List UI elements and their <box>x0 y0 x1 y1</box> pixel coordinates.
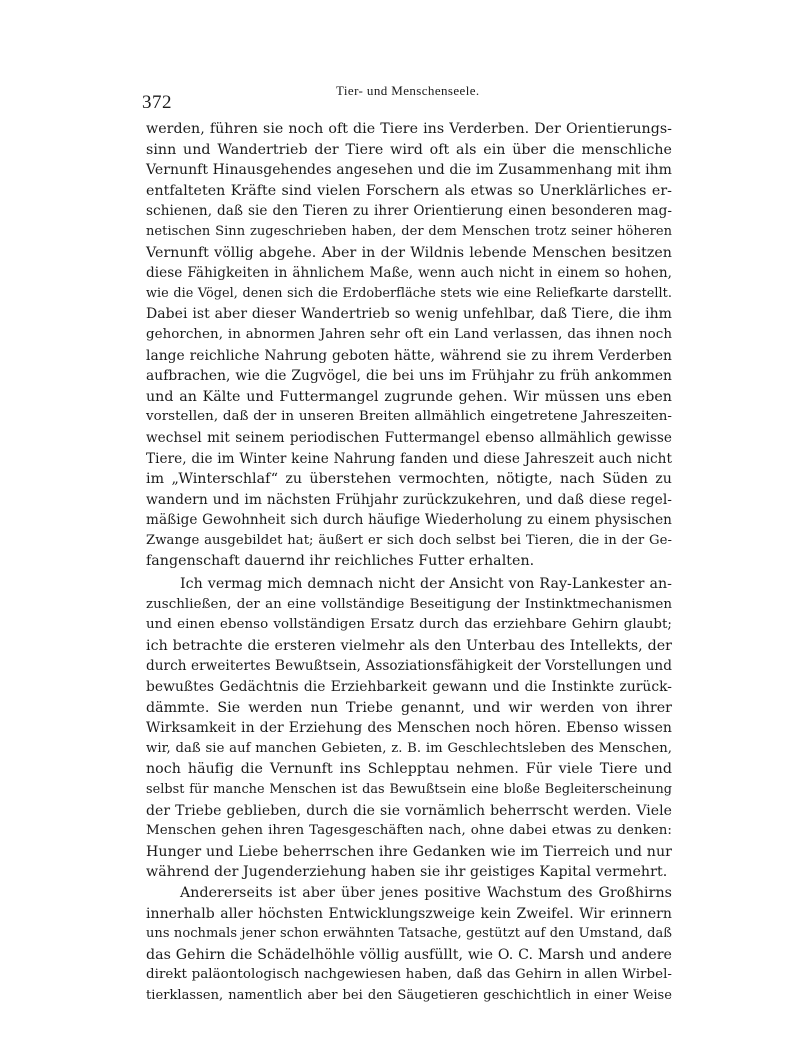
text-line: das Gehirn die Schädelhöhle völlig ausfüllt, wie O. C. Marsh und andere <box>146 946 672 963</box>
text-line: wechsel mit seinem periodischen Futtermangel ebenso allmählich gewisse <box>146 429 672 446</box>
text-line: Ich vermag mich demnach nicht der Ansicht von Ray-Lankester an- <box>180 576 672 593</box>
text-line: Hunger und Liebe beherrschen ihre Gedanken wie im Tierreich und nur <box>146 843 672 860</box>
text-line: Vernunft völlig abgehe. Aber in der Wildnis lebende Menschen besitzen <box>146 244 672 261</box>
text-line: lange reichliche Nahrung geboten hätte, während sie zu ihrem Verderben <box>146 347 672 364</box>
text-line: Zwange ausgebildet hat; äußert er sich doch selbst bei Tieren, die in der Ge- <box>146 532 672 548</box>
text-line: Menschen gehen ihren Tagesgeschäften nach, ohne dabei etwas zu denken: <box>146 823 672 839</box>
text-line: Andererseits ist aber über jenes positive Wachstum des Großhirns <box>180 884 672 901</box>
text-line: im „Winterschlaf“ zu überstehen vermochten, nötigte, nach Süden zu <box>146 471 672 488</box>
paragraph <box>146 574 672 883</box>
text-line: wir, daß sie auf manchen Gebieten, z. B. im Geschlechtsleben des Menschen, <box>146 740 672 756</box>
text-line: innerhalb aller höchsten Entwicklungszweige kein Zweifel. Wir erinnern <box>146 905 672 922</box>
page-number: 372 <box>142 92 172 113</box>
text-line: noch häufig die Vernunft ins Schlepptau nehmen. Für viele Tiere und <box>146 761 672 778</box>
text-line: während der Jugenderziehung haben sie ihr geistiges Kapital vermehrt. <box>146 864 668 881</box>
body-text <box>146 119 672 1007</box>
running-title: Tier- und Menschenseele. <box>336 83 480 98</box>
text-line: Tiere, die im Winter keine Nahrung fanden und diese Jahreszeit auch nicht <box>146 450 672 467</box>
text-line: durch erweitertes Bewußtsein, Assoziationsfähigkeit der Vorstellungen und <box>146 658 672 675</box>
text-line: fangenschaft dauernd ihr reichliches Futter erhalten. <box>146 553 535 570</box>
text-line: Wirksamkeit in der Erziehung des Menschen noch hören. Ebenso wissen <box>146 720 672 737</box>
text-line: werden, führen sie noch oft die Tiere ins Verderben. Der Orientierungs- <box>146 121 672 137</box>
text-line: ich betrachte die ersteren vielmehr als den Unterbau des Intellekts, der <box>146 637 672 654</box>
text-line: der Triebe geblieben, durch die sie vornämlich beherrscht werden. Viele <box>146 802 672 819</box>
text-line: zuschließen, der an eine vollständige Beseitigung der Instinktmechanismen <box>146 596 672 612</box>
text-line: tierklassen, namentlich aber bei den Säugetieren geschichtlich in einer Weise <box>146 987 672 1003</box>
text-line: vorstellen, daß der in unseren Breiten allmählich eingetretene Jahreszeiten- <box>146 409 672 425</box>
text-line: uns nochmals jener schon erwähnten Tatsache, gestützt auf den Umstand, daß <box>146 926 672 942</box>
text-line: gehorchen, in abnormen Jahren sehr oft ein Land verlassen, das ihnen noch <box>146 326 672 342</box>
text-line: selbst für manche Menschen ist das Bewußtsein eine bloße Begleiterscheinung <box>146 782 672 797</box>
text-line: und einen ebenso vollständigen Ersatz durch das erziehbare Gehirn glaubt; <box>146 617 672 633</box>
text-line: sinn und Wandertrieb der Tiere wird oft als ein über die menschliche <box>146 141 672 158</box>
text-line: wandern und im nächsten Frühjahr zurückzukehren, und daß diese regel- <box>146 491 672 508</box>
paragraph <box>146 119 672 572</box>
text-line: wie die Vögel, denen sich die Erdoberfläche stets wie eine Reliefkarte darstellt. <box>146 285 672 301</box>
text-line: und an Kälte und Futtermangel zugrunde gehen. Wir müssen uns eben <box>146 388 672 405</box>
text-line: bewußtes Gedächtnis die Erziehbarkeit gewann und die Instinkte zurück- <box>146 679 672 696</box>
text-line: entfalteten Kräfte sind vielen Forschern als etwas so Unerklärliches er- <box>146 182 672 199</box>
text-line: aufbrachen, wie die Zugvögel, die bei uns im Frühjahr zu früh ankommen <box>146 368 672 385</box>
text-line: mäßige Gewohnheit sich durch häufige Wiederholung zu einem physischen <box>146 512 672 529</box>
text-line: Dabei ist aber dieser Wandertrieb so wenig unfehlbar, daß Tiere, die ihm <box>146 306 672 323</box>
text-line: Vernunft Hinausgehendes angesehen und die im Zusammenhang mit ihm <box>146 162 672 179</box>
text-line: schienen, daß sie den Tieren zu ihrer Orientierung einen besonderen mag- <box>146 203 672 220</box>
text-line: direkt paläontologisch nachgewiesen haben, daß das Gehirn in allen Wirbel- <box>146 967 672 983</box>
text-line: diese Fähigkeiten in ähnlichem Maße, wenn auch nicht in einem so hohen, <box>146 265 672 282</box>
text-line: dämmte. Sie werden nun Triebe genannt, und wir werden von ihrer <box>146 699 672 716</box>
text-line: netischen Sinn zugeschrieben haben, der dem Menschen trotz seiner höheren <box>146 223 672 239</box>
paragraph <box>146 883 672 1007</box>
